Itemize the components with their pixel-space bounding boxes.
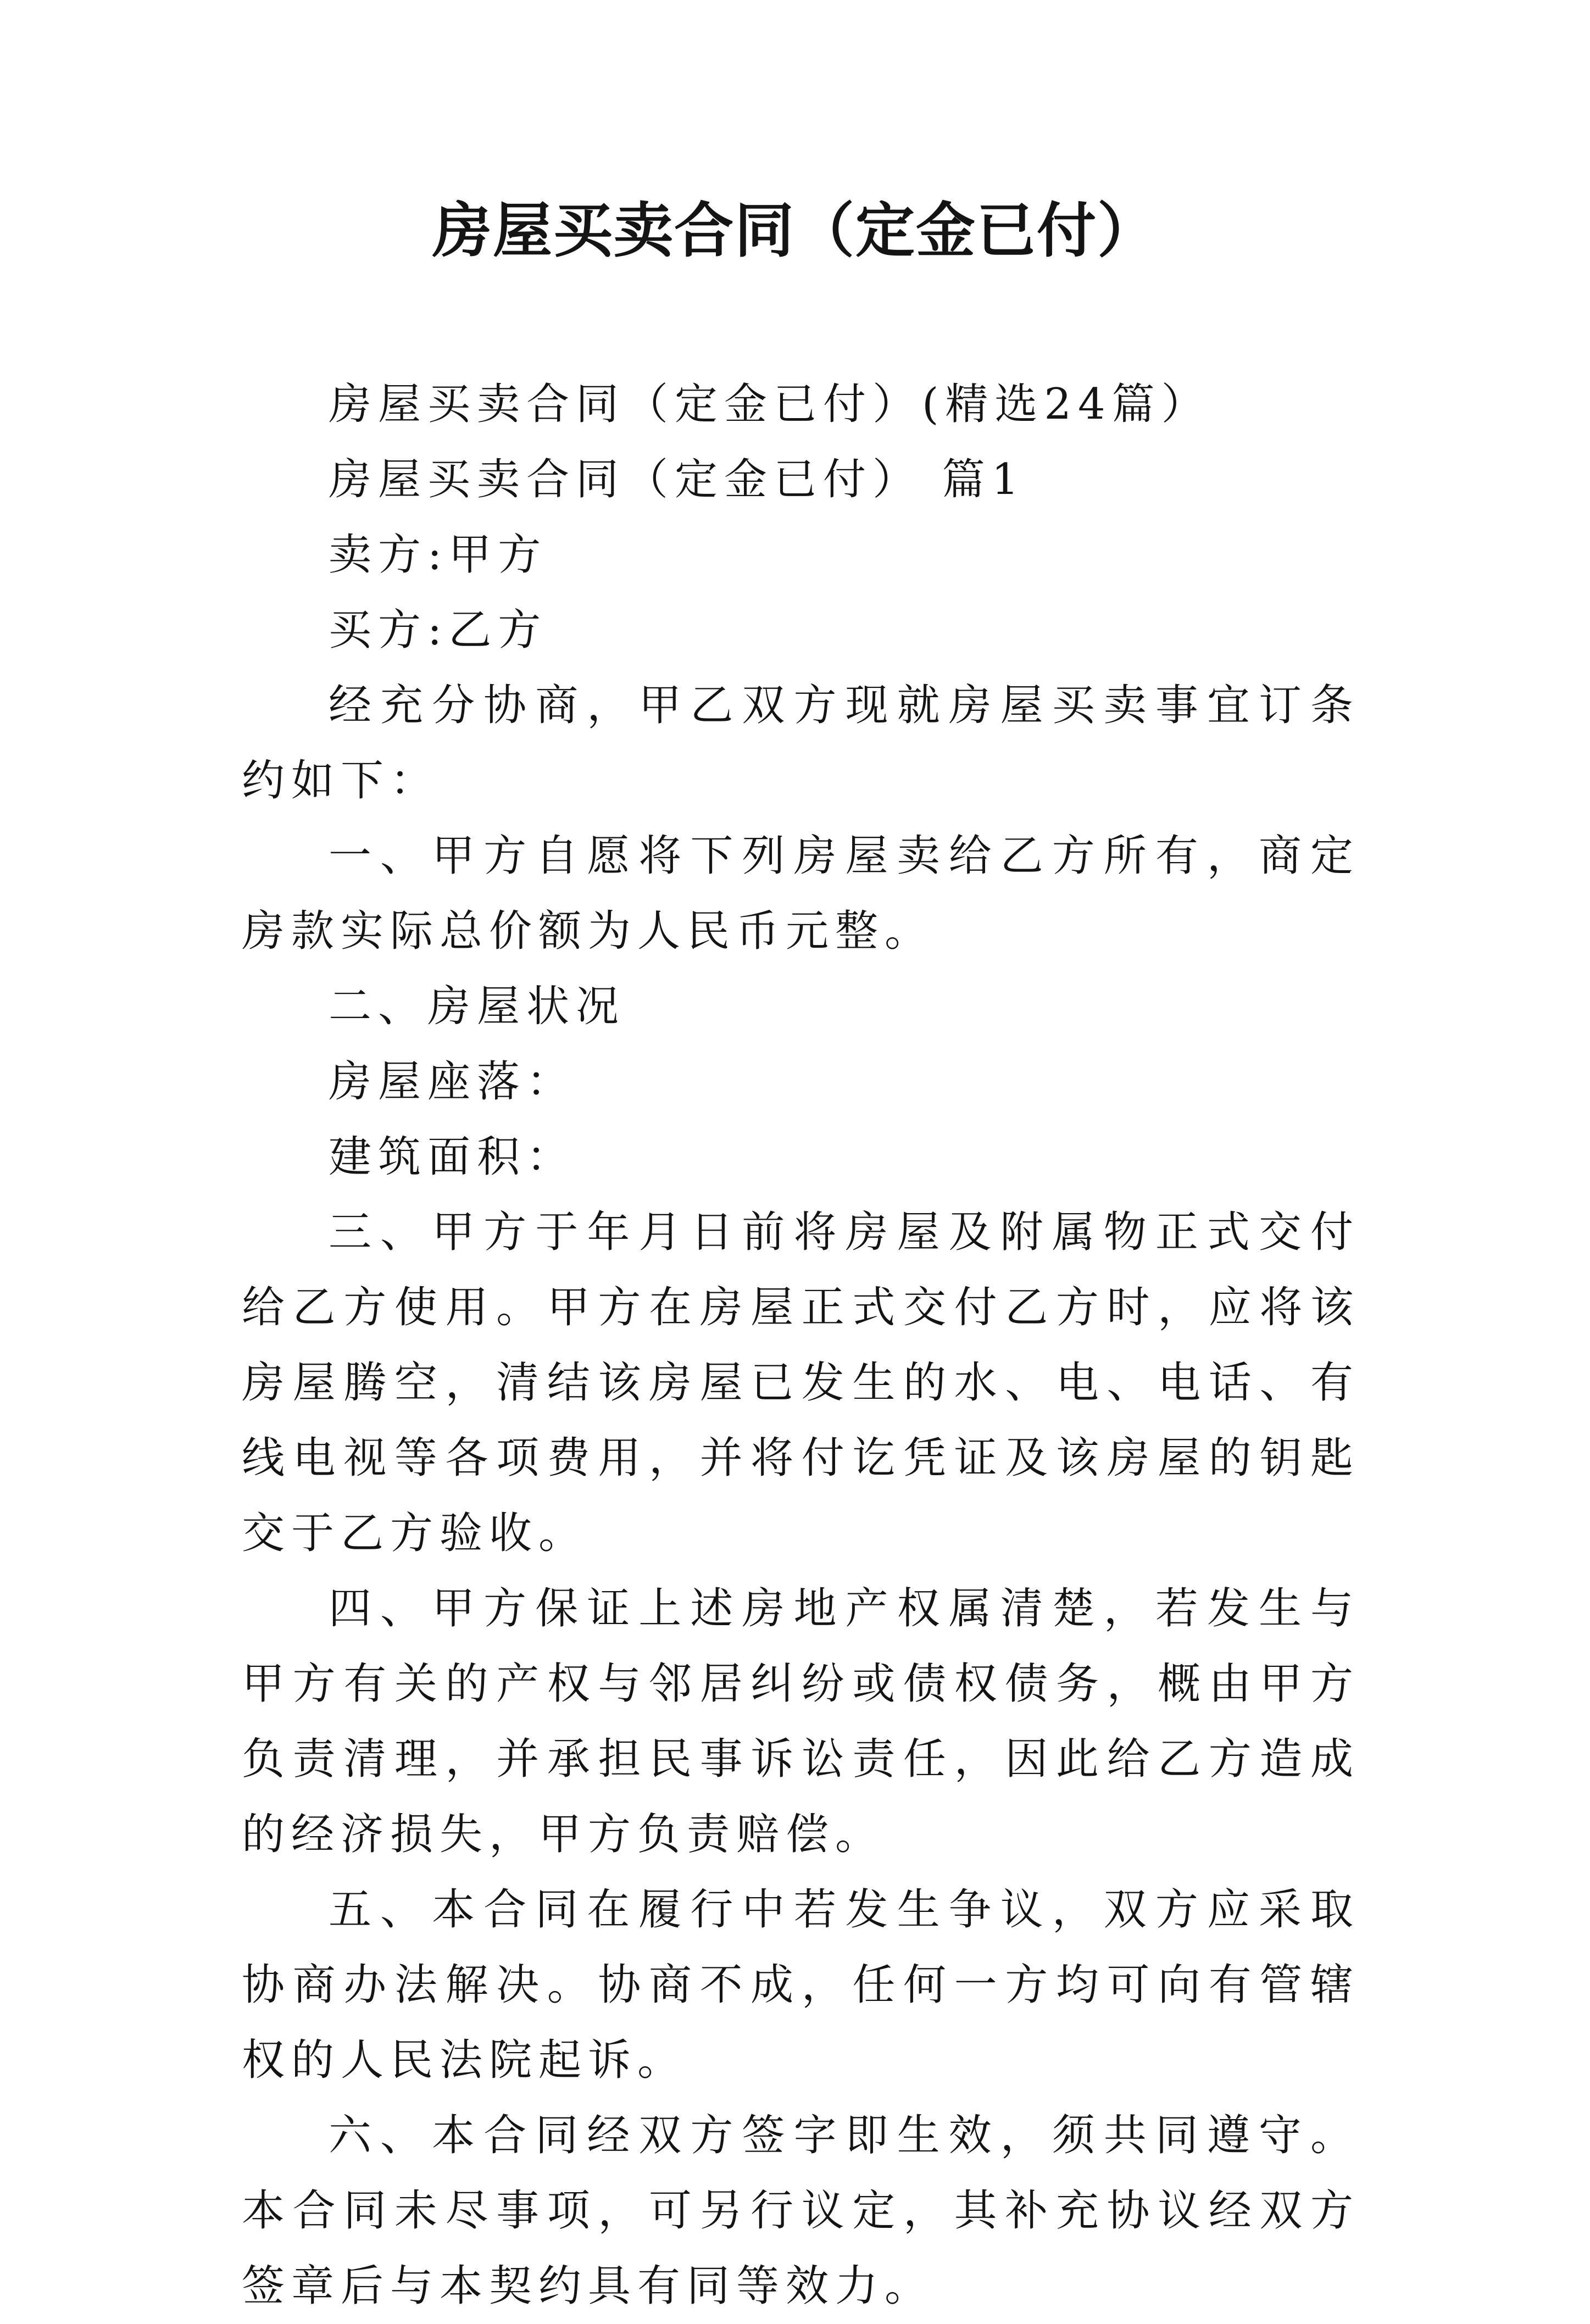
paragraph-clause-2: 二、房屋状况 — [329, 982, 626, 1031]
paragraph-location: 房屋座落： — [329, 1057, 576, 1107]
document-title: 房屋买卖合同（定金已付） — [432, 196, 1158, 265]
paragraph-seller: 卖方:甲方 — [329, 530, 548, 580]
paragraph-subtitle: 房屋买卖合同（定金已付）(精选24篇） — [329, 380, 1211, 429]
paragraph-clause-5: 五、本合同在履行中若发生争议，双方应采取协商办法解决。协商不成，任何一方均可向有管辖权的人民法院起诉。 — [242, 1885, 1360, 2085]
paragraph-buyer: 买方:乙方 — [329, 605, 548, 655]
paragraph-section-heading: 房屋买卖合同（定金已付） 篇1 — [329, 455, 1026, 504]
document-body — [242, 367, 1360, 2324]
paragraph-clause-3: 三、甲方于年月日前将房屋及附属物正式交付给乙方使用。甲方在房屋正式交付乙方时，应将该房屋腾空，清结该房屋已发生的水、电、电话、有线电视等各项费用，并将付讫凭证及该房屋的钥匙交于乙方验收。 — [242, 1208, 1360, 1558]
paragraph-floor-area: 建筑面积： — [329, 1132, 576, 1182]
paragraph-clause-6: 六、本合同经双方签字即生效，须共同遵守。本合同未尽事项，可另行议定，其补充协议经双方签章后与本契约具有同等效力。 — [242, 2111, 1360, 2311]
paragraph-clause-4: 四、甲方保证上述房地产权属清楚，若发生与甲方有关的产权与邻居纠纷或债权债务，概由甲方负责清理，并承担民事诉讼责任，因此给乙方造成的经济损失，甲方负责赔偿。 — [242, 1584, 1360, 1859]
paragraph-preamble: 经充分协商，甲乙双方现就房屋买卖事宜订条约如下： — [242, 681, 1360, 805]
paragraph-clause-1: 一、甲方自愿将下列房屋卖给乙方所有，商定房款实际总价额为人民币元整。 — [242, 831, 1360, 956]
